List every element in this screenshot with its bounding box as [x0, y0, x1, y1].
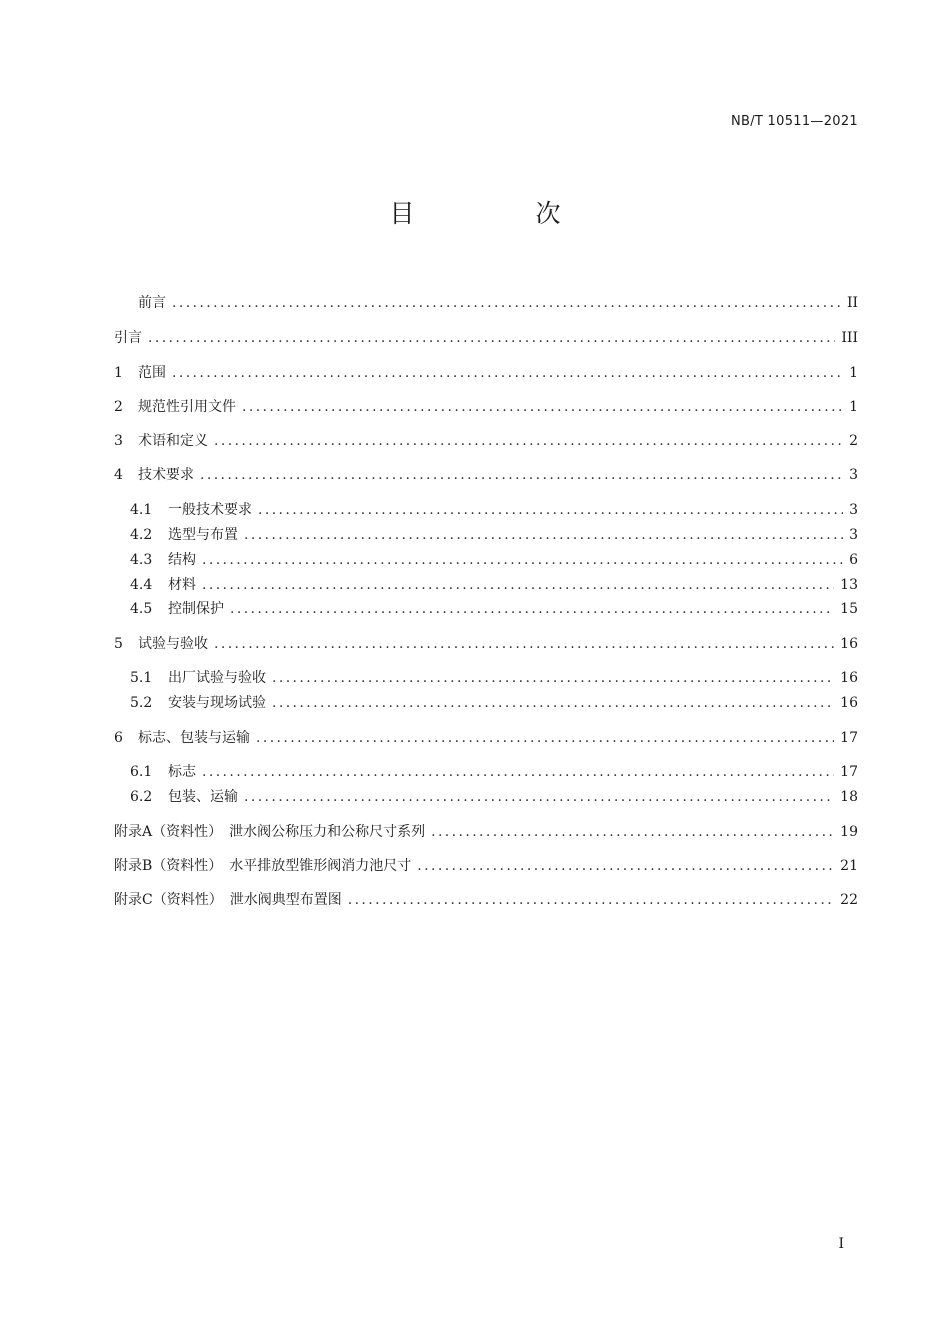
- toc-entry-page: 3: [849, 467, 858, 483]
- toc-entry-label: 控制保护: [168, 601, 224, 617]
- toc-leader-dots: [200, 465, 843, 485]
- toc-entry-label: 标志: [168, 764, 196, 780]
- toc-entry-page: 3: [849, 527, 858, 543]
- toc-leader-dots: [214, 634, 834, 654]
- toc-entry-page: 2: [849, 433, 858, 449]
- toc-entry-4-4[interactable]: [130, 575, 858, 595]
- toc-entry-appendix-b[interactable]: [114, 856, 858, 876]
- toc-entry-page: 3: [849, 502, 858, 518]
- toc-entry-number: 4.3: [130, 552, 153, 568]
- toc-entry-label: 附录A（资料性） 泄水阀公称压力和公称尺寸系列: [114, 824, 426, 840]
- toc-entry-number: 2: [114, 399, 123, 415]
- toc-leader-dots: [258, 500, 843, 520]
- toc-entry-5[interactable]: [114, 634, 858, 654]
- toc-entry-page: 16: [840, 636, 858, 652]
- toc-entry-page: 21: [840, 858, 858, 874]
- toc-leader-dots: [431, 822, 834, 842]
- toc-entry-number: 4.5: [130, 601, 153, 617]
- toc-entry-label: 前言: [138, 295, 166, 311]
- toc-entry-2[interactable]: [114, 397, 858, 417]
- toc-entry-4-3[interactable]: [130, 550, 858, 570]
- toc-entry-5-1[interactable]: [130, 668, 858, 688]
- toc-leader-dots: [244, 525, 843, 545]
- toc-leader-dots: [242, 397, 843, 417]
- toc-entry-introduction[interactable]: [114, 328, 858, 348]
- toc-entry-number: 1: [114, 365, 123, 381]
- toc-entry-page: III: [841, 330, 858, 346]
- toc-entry-6-1[interactable]: [130, 762, 858, 782]
- toc-entry-number: 3: [114, 433, 123, 449]
- toc-entry-number: 4.2: [130, 527, 153, 543]
- toc-entry-label: 规范性引用文件: [138, 399, 236, 415]
- toc-leader-dots: [417, 856, 834, 876]
- toc-entry-label: 术语和定义: [138, 433, 208, 449]
- toc-entry-label: 安装与现场试验: [168, 695, 266, 711]
- toc-entry-page: 16: [840, 670, 858, 686]
- toc-entry-4[interactable]: [114, 465, 858, 485]
- toc-entry-number: 6.1: [130, 764, 153, 780]
- toc-leader-dots: [172, 293, 841, 313]
- toc-entry-foreword[interactable]: [114, 293, 858, 313]
- toc-entry-number: 4.1: [130, 502, 153, 518]
- toc-leader-dots: [202, 575, 834, 595]
- toc-entry-label: 一般技术要求: [168, 502, 252, 518]
- toc-leader-dots: [202, 762, 834, 782]
- page-folio: I: [838, 1236, 844, 1252]
- toc-leader-dots: [202, 550, 843, 570]
- toc-entry-page: 15: [840, 601, 858, 617]
- toc-entry-label: 技术要求: [138, 467, 194, 483]
- toc-entry-number: 6: [114, 730, 123, 746]
- toc-leader-dots: [272, 668, 834, 688]
- toc-entry-page: 18: [840, 789, 858, 805]
- toc-entry-page: 16: [840, 695, 858, 711]
- toc-entry-page: 22: [840, 892, 858, 908]
- toc-leader-dots: [230, 599, 834, 619]
- toc-entry-label: 选型与布置: [168, 527, 238, 543]
- toc-leader-dots: [214, 431, 843, 451]
- toc-entry-label: 结构: [168, 552, 196, 568]
- toc-entry-number: 6.2: [130, 789, 153, 805]
- toc-entry-label: 材料: [168, 577, 196, 593]
- toc-entry-label: 附录C（资料性） 泄水阀典型布置图: [114, 892, 342, 908]
- toc-entry-4-5[interactable]: [130, 599, 858, 619]
- toc-entry-appendix-c[interactable]: [114, 890, 858, 910]
- toc-entry-5-2[interactable]: [130, 693, 858, 713]
- toc-leader-dots: [172, 363, 843, 383]
- toc-entry-page: 17: [840, 730, 858, 746]
- toc-leader-dots: [256, 728, 834, 748]
- toc-entry-4-1[interactable]: [130, 500, 858, 520]
- toc-entry-label: 标志、包装与运输: [138, 730, 250, 746]
- toc-entry-label: 引言: [114, 330, 142, 346]
- toc-entry-4-2[interactable]: [130, 525, 858, 545]
- toc-entry-3[interactable]: [114, 431, 858, 451]
- toc-entry-appendix-a[interactable]: [114, 822, 858, 842]
- toc-entry-6-2[interactable]: [130, 787, 858, 807]
- toc-entry-page: 13: [840, 577, 858, 593]
- toc-leader-dots: [348, 890, 834, 910]
- toc-entry-label: 出厂试验与验收: [168, 670, 266, 686]
- toc-leader-dots: [244, 787, 834, 807]
- toc-entry-page: 1: [849, 399, 858, 415]
- toc-entry-page: 17: [840, 764, 858, 780]
- toc-leader-dots: [272, 693, 834, 713]
- toc-entry-page: II: [846, 295, 858, 311]
- toc-entry-label: 包装、运输: [168, 789, 238, 805]
- toc-entry-number: 5: [114, 636, 123, 652]
- toc-entry-1[interactable]: [114, 363, 858, 383]
- toc-entry-number: 5.2: [130, 695, 153, 711]
- toc-entry-label: 附录B（资料性） 水平排放型锥形阀消力池尺寸: [114, 858, 412, 874]
- table-of-contents: [114, 0, 858, 1344]
- toc-entry-label: 范围: [138, 365, 166, 381]
- toc-entry-number: 5.1: [130, 670, 153, 686]
- toc-entry-number: 4: [114, 467, 123, 483]
- document-id: NB/T 10511—2021: [730, 114, 858, 129]
- toc-entry-page: 6: [849, 552, 858, 568]
- page-title: 目 次: [389, 199, 609, 228]
- toc-entry-number: 4.4: [130, 577, 153, 593]
- toc-entry-6[interactable]: [114, 728, 858, 748]
- toc-entry-page: 19: [840, 824, 858, 840]
- toc-entry-page: 1: [849, 365, 858, 381]
- toc-entry-label: 试验与验收: [138, 636, 208, 652]
- toc-leader-dots: [148, 328, 835, 348]
